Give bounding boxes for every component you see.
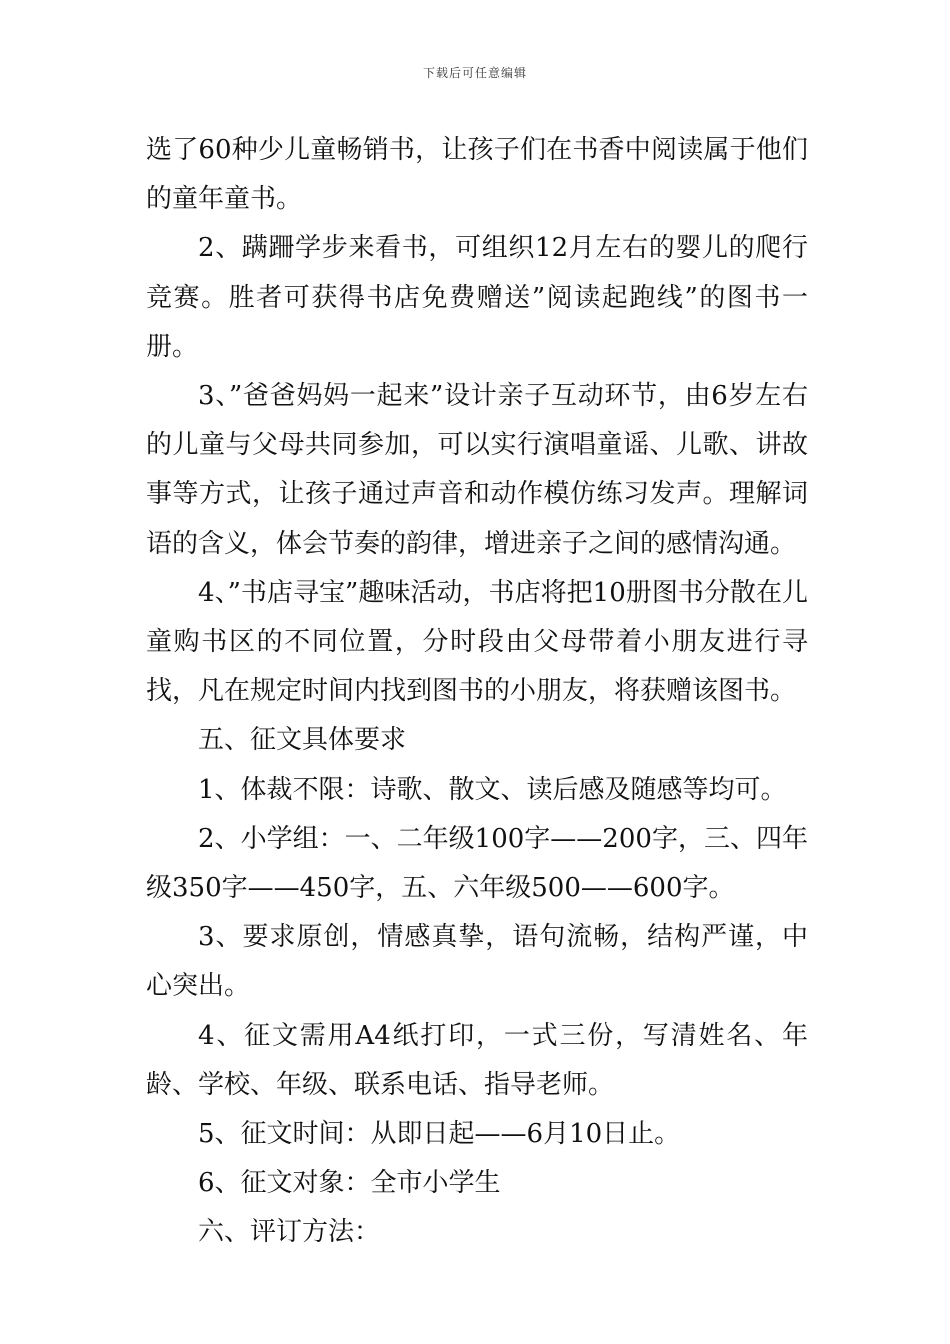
paragraph: 3、要求原创，情感真挚，语句流畅，结构严谨，中心突出。 xyxy=(146,922,808,1002)
document-body xyxy=(146,126,808,1258)
paragraph: 2、蹒跚学步来看书，可组织12月左右的婴儿的爬行竞赛。胜者可获得书店免费赠送”阅读起跑线”的图书一册。 xyxy=(146,233,808,362)
paragraph: 4、”书店寻宝”趣味活动，书店将把10册图书分散在儿童购书区的不同位置，分时段由父母带着小朋友进行寻找，凡在规定时间内找到图书的小朋友，将获赠该图书。 xyxy=(146,577,808,707)
paragraph: 4、征文需用A4纸打印，一式三份，写清姓名、年龄、学校、年级、联系电话、指导老师。 xyxy=(146,1020,808,1100)
section-heading: 五、征文具体要求 xyxy=(198,725,407,756)
section-heading: 六、评订方法： xyxy=(198,1217,381,1248)
paragraph: 5、征文时间：从即日起——6月10日止。 xyxy=(198,1119,681,1150)
page-header: 下载后可任意编辑 xyxy=(422,66,527,80)
paragraph: 2、小学组：一、二年级100字——200字，三、四年级350字——450字，五、六年级500——600字。 xyxy=(146,823,808,904)
paragraph: 1、体裁不限：诗歌、散文、读后感及随感等均可。 xyxy=(198,774,787,805)
paragraph: 6、征文对象：全市小学生 xyxy=(198,1168,501,1199)
paragraph: 3、”爸爸妈妈一起来”设计亲子互动环节，由6岁左右的儿童与父母共同参加，可以实行演唱童谣、儿歌、讲故事等方式，让孩子通过声音和动作模仿练习发声。理解词语的含义，体会节奏的韵律，增进亲子之间的感情沟通。 xyxy=(146,381,808,559)
paragraph: 选了60种少儿童畅销书，让孩子们在书香中阅读属于他们的童年童书。 xyxy=(146,135,808,215)
